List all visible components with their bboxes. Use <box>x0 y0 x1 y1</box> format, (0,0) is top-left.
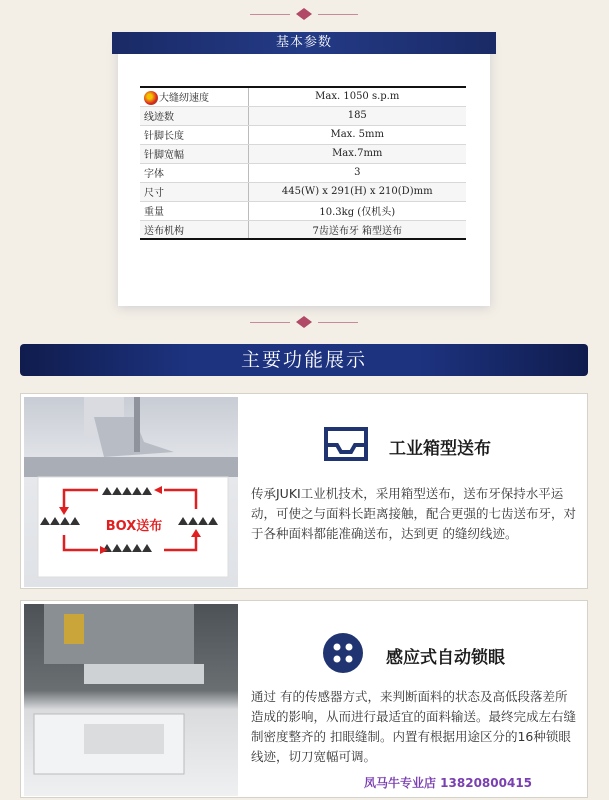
spec-value: 3 <box>248 163 466 182</box>
sticker-icon <box>144 91 158 105</box>
main-features-banner: 主要功能展示 <box>20 344 588 376</box>
spec-value: Max. 5mm <box>248 125 466 144</box>
spec-value: 10.3kg (仅机头) <box>248 201 466 220</box>
button-icon <box>321 631 365 675</box>
feature-title-auto-buttonhole: 感应式自动锁眼 <box>386 648 505 668</box>
store-watermark: 凤马牛专业店 13820800415 <box>364 776 533 790</box>
spec-key: 针脚长度 <box>140 125 248 144</box>
box-feed-diagram-label: BOX送布 <box>105 519 163 534</box>
tray-icon <box>322 425 370 463</box>
feature-card-auto-buttonhole <box>20 600 588 798</box>
spec-value: Max.7mm <box>248 144 466 163</box>
buttonhole-image <box>24 604 238 796</box>
spec-key: 送布机构 <box>140 220 248 239</box>
spec-key: 重量 <box>140 201 248 220</box>
feature-title-box-feed: 工业箱型送布 <box>389 439 491 459</box>
spec-title: 基本参数 <box>112 32 496 54</box>
spec-row <box>140 125 466 144</box>
section-divider-ornament <box>0 316 609 328</box>
spec-row <box>140 201 466 220</box>
spec-row <box>140 106 466 125</box>
spec-key: 字体 <box>140 163 248 182</box>
spec-row <box>140 144 466 163</box>
spec-key: 大缝纫速度 <box>140 87 248 106</box>
spec-key: 针脚宽幅 <box>140 144 248 163</box>
feature-desc-box-feed: 传承JUKI工业机技术，采用箱型送布，送布牙保持水平运动，可使之与面料长距离接触，配合更强的七齿送布牙，对于各种面料都能准确送布，达到更 的缝纫线迹。 <box>251 486 577 541</box>
spec-value: 7齿送布牙 箱型送布 <box>248 220 466 239</box>
feature-desc-auto-buttonhole: 通过 有的传感器方式，来判断面料的状态及高低段落差所造成的影响，从而进行最适宜的面料输送。最终完成左右缝制密度整齐的 扣眼缝制。内置有根据用途区分的16种锁眼线迹，切刀宽幅可调。 <box>251 689 577 764</box>
spec-row <box>140 163 466 182</box>
box-feed-image <box>24 397 238 587</box>
spec-value: Max. 1050 s.p.m <box>248 87 466 106</box>
spec-value: 185 <box>248 106 466 125</box>
spec-row <box>140 87 466 106</box>
spec-table <box>140 86 466 240</box>
spec-key: 线迹数 <box>140 106 248 125</box>
feature-card-box-feed <box>20 393 588 589</box>
spec-row <box>140 182 466 201</box>
spec-value: 445(W) x 291(H) x 210(D)mm <box>248 182 466 201</box>
spec-key: 尺寸 <box>140 182 248 201</box>
spec-row <box>140 220 466 239</box>
top-ornament <box>0 8 609 20</box>
